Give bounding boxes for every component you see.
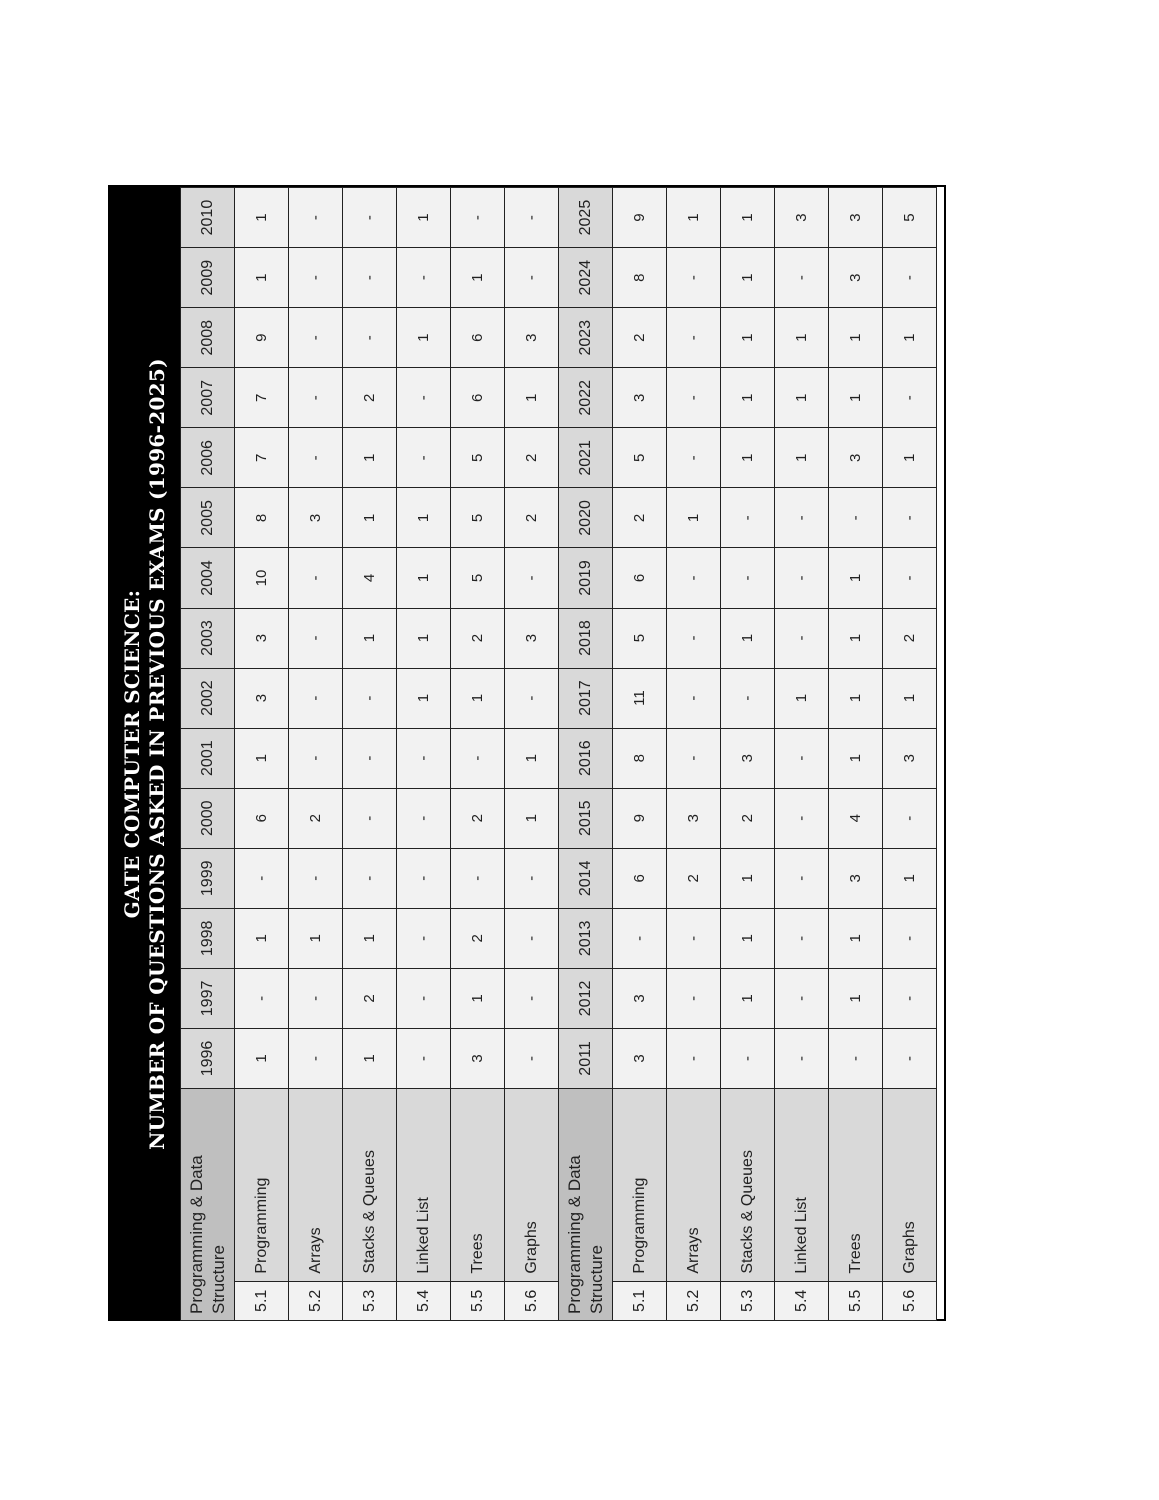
count-cell: 1 bbox=[451, 968, 505, 1028]
count-cell: 1 bbox=[829, 608, 883, 668]
count-cell: 2 bbox=[451, 608, 505, 668]
count-cell: 3 bbox=[235, 668, 289, 728]
count-cell: - bbox=[667, 668, 721, 728]
count-cell: 1 bbox=[343, 908, 397, 968]
year-cell: 2021 bbox=[559, 428, 613, 488]
count-cell: 1 bbox=[235, 1028, 289, 1088]
count-cell: 11 bbox=[613, 668, 667, 728]
count-cell: 3 bbox=[721, 728, 775, 788]
topic-name: Programming bbox=[235, 1089, 289, 1282]
count-cell: - bbox=[505, 1028, 559, 1088]
count-cell: 4 bbox=[829, 788, 883, 848]
count-cell: 3 bbox=[829, 188, 883, 248]
count-cell: 1 bbox=[883, 848, 937, 908]
count-cell: - bbox=[829, 1028, 883, 1088]
count-cell: 1 bbox=[829, 728, 883, 788]
count-cell: 1 bbox=[289, 908, 343, 968]
count-cell: - bbox=[505, 848, 559, 908]
count-cell: 2 bbox=[613, 308, 667, 368]
count-cell: 8 bbox=[613, 248, 667, 308]
count-cell: 3 bbox=[775, 188, 829, 248]
count-cell: - bbox=[775, 908, 829, 968]
year-cell: 2025 bbox=[559, 188, 613, 248]
section-header: Programming & Data Structure bbox=[181, 1089, 235, 1321]
count-cell: - bbox=[451, 728, 505, 788]
count-cell: - bbox=[775, 788, 829, 848]
count-cell: - bbox=[397, 368, 451, 428]
year-cell: 2015 bbox=[559, 788, 613, 848]
topic-number: 5.3 bbox=[343, 1281, 397, 1320]
count-cell: 2 bbox=[505, 428, 559, 488]
count-cell: 1 bbox=[721, 908, 775, 968]
count-cell: - bbox=[775, 968, 829, 1028]
count-cell: 1 bbox=[451, 668, 505, 728]
topic-name: Graphs bbox=[883, 1089, 937, 1282]
count-cell: 1 bbox=[829, 368, 883, 428]
count-cell: 6 bbox=[235, 788, 289, 848]
count-cell: - bbox=[883, 908, 937, 968]
count-cell: 1 bbox=[397, 548, 451, 608]
table-row bbox=[775, 188, 829, 1321]
count-cell: - bbox=[667, 608, 721, 668]
count-cell: - bbox=[505, 908, 559, 968]
questions-table bbox=[180, 187, 937, 1321]
count-cell: - bbox=[397, 788, 451, 848]
count-cell: - bbox=[667, 248, 721, 308]
year-cell: 2011 bbox=[559, 1028, 613, 1088]
count-cell: 5 bbox=[451, 428, 505, 488]
topic-number: 5.2 bbox=[289, 1281, 343, 1320]
count-cell: 1 bbox=[343, 428, 397, 488]
count-cell: 1 bbox=[721, 368, 775, 428]
count-cell: 1 bbox=[721, 968, 775, 1028]
topic-number: 5.4 bbox=[775, 1281, 829, 1320]
count-cell: 1 bbox=[451, 248, 505, 308]
count-cell: 1 bbox=[721, 848, 775, 908]
topic-number: 5.3 bbox=[721, 1281, 775, 1320]
topic-name: Stacks & Queues bbox=[721, 1089, 775, 1282]
count-cell: - bbox=[721, 548, 775, 608]
table-row bbox=[451, 188, 505, 1321]
count-cell: 3 bbox=[613, 1028, 667, 1088]
year-cell: 2007 bbox=[181, 368, 235, 428]
section-header: Programming & Data Structure bbox=[559, 1089, 613, 1321]
count-cell: 3 bbox=[829, 428, 883, 488]
count-cell: 6 bbox=[451, 308, 505, 368]
count-cell: 1 bbox=[883, 308, 937, 368]
count-cell: 2 bbox=[451, 788, 505, 848]
year-cell: 2001 bbox=[181, 728, 235, 788]
count-cell: 1 bbox=[397, 488, 451, 548]
year-cell: 2002 bbox=[181, 668, 235, 728]
count-cell: 3 bbox=[829, 848, 883, 908]
year-cell: 2017 bbox=[559, 668, 613, 728]
count-cell: - bbox=[397, 728, 451, 788]
topic-name: Programming bbox=[613, 1089, 667, 1282]
count-cell: - bbox=[775, 248, 829, 308]
count-cell: 2 bbox=[721, 788, 775, 848]
count-cell: 1 bbox=[721, 428, 775, 488]
year-cell: 2019 bbox=[559, 548, 613, 608]
count-cell: 1 bbox=[505, 728, 559, 788]
count-cell: 1 bbox=[505, 368, 559, 428]
count-cell: 6 bbox=[613, 548, 667, 608]
count-cell: - bbox=[667, 368, 721, 428]
count-cell: 9 bbox=[235, 308, 289, 368]
count-cell: - bbox=[289, 668, 343, 728]
count-cell: - bbox=[883, 368, 937, 428]
year-cell: 2023 bbox=[559, 308, 613, 368]
topic-name: Arrays bbox=[667, 1089, 721, 1282]
table-row bbox=[505, 188, 559, 1321]
count-cell: - bbox=[235, 848, 289, 908]
topic-name: Stacks & Queues bbox=[343, 1089, 397, 1282]
count-cell: 1 bbox=[397, 668, 451, 728]
count-cell: 3 bbox=[667, 788, 721, 848]
year-cell: 2014 bbox=[559, 848, 613, 908]
count-cell: 1 bbox=[775, 428, 829, 488]
year-cell: 2022 bbox=[559, 368, 613, 428]
topic-number: 5.6 bbox=[505, 1281, 559, 1320]
count-cell: 2 bbox=[505, 488, 559, 548]
count-cell: - bbox=[667, 428, 721, 488]
count-cell: - bbox=[343, 848, 397, 908]
count-cell: 3 bbox=[613, 368, 667, 428]
count-cell: - bbox=[505, 248, 559, 308]
year-cell: 2018 bbox=[559, 608, 613, 668]
count-cell: 1 bbox=[883, 428, 937, 488]
count-cell: 3 bbox=[505, 608, 559, 668]
topic-number: 5.4 bbox=[397, 1281, 451, 1320]
count-cell: - bbox=[451, 848, 505, 908]
table-row bbox=[829, 188, 883, 1321]
count-cell: 1 bbox=[829, 308, 883, 368]
count-cell: - bbox=[667, 968, 721, 1028]
table-row bbox=[613, 188, 667, 1321]
count-cell: 1 bbox=[829, 968, 883, 1028]
count-cell: - bbox=[343, 728, 397, 788]
count-cell: - bbox=[883, 788, 937, 848]
year-cell: 1998 bbox=[181, 908, 235, 968]
count-cell: - bbox=[775, 548, 829, 608]
count-cell: 2 bbox=[613, 488, 667, 548]
count-cell: 3 bbox=[505, 308, 559, 368]
year-cell: 2009 bbox=[181, 248, 235, 308]
table-row bbox=[397, 188, 451, 1321]
count-cell: 1 bbox=[829, 548, 883, 608]
title-line-1: GATE COMPUTER SCIENCE: bbox=[120, 589, 144, 919]
count-cell: 1 bbox=[343, 608, 397, 668]
year-cell: 1999 bbox=[181, 848, 235, 908]
table-title bbox=[110, 187, 180, 1321]
count-cell: 6 bbox=[451, 368, 505, 428]
count-cell: - bbox=[883, 968, 937, 1028]
count-cell: 1 bbox=[235, 908, 289, 968]
year-cell: 2012 bbox=[559, 968, 613, 1028]
table-row bbox=[883, 188, 937, 1321]
count-cell: - bbox=[289, 1028, 343, 1088]
count-cell: 8 bbox=[613, 728, 667, 788]
topic-name: Graphs bbox=[505, 1089, 559, 1282]
year-cell: 1996 bbox=[181, 1028, 235, 1088]
count-cell: - bbox=[721, 668, 775, 728]
count-cell: - bbox=[397, 848, 451, 908]
count-cell: 1 bbox=[721, 308, 775, 368]
count-cell: - bbox=[667, 548, 721, 608]
count-cell: 4 bbox=[343, 548, 397, 608]
count-cell: 1 bbox=[775, 308, 829, 368]
count-cell: 1 bbox=[883, 668, 937, 728]
count-cell: 5 bbox=[883, 188, 937, 248]
count-cell: - bbox=[613, 908, 667, 968]
count-cell: - bbox=[775, 608, 829, 668]
count-cell: - bbox=[289, 428, 343, 488]
count-cell: - bbox=[343, 308, 397, 368]
count-cell: 1 bbox=[829, 668, 883, 728]
count-cell: - bbox=[289, 728, 343, 788]
count-cell: - bbox=[289, 248, 343, 308]
rotated-table bbox=[110, 187, 944, 1321]
year-cell: 2016 bbox=[559, 728, 613, 788]
year-cell: 2006 bbox=[181, 428, 235, 488]
count-cell: 3 bbox=[451, 1028, 505, 1088]
count-cell: 1 bbox=[397, 308, 451, 368]
count-cell: - bbox=[667, 728, 721, 788]
count-cell: 6 bbox=[613, 848, 667, 908]
topic-number: 5.1 bbox=[613, 1281, 667, 1320]
topic-number: 5.5 bbox=[451, 1281, 505, 1320]
count-cell: - bbox=[343, 788, 397, 848]
table-row bbox=[289, 188, 343, 1321]
count-cell: - bbox=[235, 968, 289, 1028]
table-row bbox=[343, 188, 397, 1321]
count-cell: - bbox=[343, 188, 397, 248]
count-cell: 2 bbox=[667, 848, 721, 908]
year-header-row bbox=[559, 188, 613, 1321]
count-cell: - bbox=[343, 248, 397, 308]
count-cell: - bbox=[775, 488, 829, 548]
year-cell: 2004 bbox=[181, 548, 235, 608]
count-cell: 1 bbox=[721, 248, 775, 308]
count-cell: - bbox=[775, 1028, 829, 1088]
count-cell: 3 bbox=[883, 728, 937, 788]
count-cell: 3 bbox=[235, 608, 289, 668]
count-cell: 3 bbox=[289, 488, 343, 548]
count-cell: - bbox=[667, 1028, 721, 1088]
count-cell: 5 bbox=[451, 488, 505, 548]
year-cell: 2013 bbox=[559, 908, 613, 968]
count-cell: 2 bbox=[883, 608, 937, 668]
topic-name: Linked List bbox=[397, 1089, 451, 1282]
count-cell: 5 bbox=[451, 548, 505, 608]
table-row bbox=[667, 188, 721, 1321]
year-cell: 2000 bbox=[181, 788, 235, 848]
count-cell: - bbox=[883, 548, 937, 608]
count-cell: 9 bbox=[613, 788, 667, 848]
topic-number: 5.1 bbox=[235, 1281, 289, 1320]
year-header-row bbox=[181, 188, 235, 1321]
count-cell: 9 bbox=[613, 188, 667, 248]
table-row bbox=[235, 188, 289, 1321]
count-cell: 7 bbox=[235, 368, 289, 428]
count-cell: - bbox=[289, 848, 343, 908]
count-cell: - bbox=[397, 428, 451, 488]
count-cell: 2 bbox=[451, 908, 505, 968]
count-cell: 1 bbox=[235, 728, 289, 788]
year-cell: 2003 bbox=[181, 608, 235, 668]
count-cell: - bbox=[505, 188, 559, 248]
count-cell: 5 bbox=[613, 428, 667, 488]
topic-number: 5.2 bbox=[667, 1281, 721, 1320]
count-cell: - bbox=[505, 548, 559, 608]
count-cell: - bbox=[775, 728, 829, 788]
count-cell: - bbox=[289, 608, 343, 668]
count-cell: 5 bbox=[613, 608, 667, 668]
count-cell: - bbox=[721, 1028, 775, 1088]
count-cell: - bbox=[451, 188, 505, 248]
count-cell: 1 bbox=[343, 1028, 397, 1088]
count-cell: 2 bbox=[343, 368, 397, 428]
count-cell: 1 bbox=[829, 908, 883, 968]
count-cell: 1 bbox=[667, 488, 721, 548]
count-cell: - bbox=[775, 848, 829, 908]
count-cell: - bbox=[289, 188, 343, 248]
table-frame bbox=[108, 185, 946, 1321]
count-cell: 2 bbox=[343, 968, 397, 1028]
count-cell: 1 bbox=[721, 608, 775, 668]
count-cell: - bbox=[829, 488, 883, 548]
count-cell: - bbox=[343, 668, 397, 728]
count-cell: - bbox=[289, 968, 343, 1028]
count-cell: - bbox=[289, 368, 343, 428]
topic-name: Linked List bbox=[775, 1089, 829, 1282]
count-cell: - bbox=[667, 308, 721, 368]
count-cell: - bbox=[289, 308, 343, 368]
year-cell: 2005 bbox=[181, 488, 235, 548]
count-cell: 8 bbox=[235, 488, 289, 548]
title-line-2: NUMBER OF QUESTIONS ASKED IN PREVIOUS EXAMS (1996-2025) bbox=[145, 358, 169, 1150]
topic-name: Arrays bbox=[289, 1089, 343, 1282]
count-cell: - bbox=[883, 1028, 937, 1088]
count-cell: - bbox=[505, 968, 559, 1028]
year-cell: 2024 bbox=[559, 248, 613, 308]
count-cell: 1 bbox=[397, 608, 451, 668]
count-cell: 1 bbox=[343, 488, 397, 548]
year-cell: 2020 bbox=[559, 488, 613, 548]
count-cell: - bbox=[397, 968, 451, 1028]
count-cell: 1 bbox=[775, 368, 829, 428]
count-cell: 1 bbox=[397, 188, 451, 248]
count-cell: 1 bbox=[775, 668, 829, 728]
count-cell: 10 bbox=[235, 548, 289, 608]
topic-name: Trees bbox=[829, 1089, 883, 1282]
count-cell: - bbox=[397, 248, 451, 308]
table-row bbox=[721, 188, 775, 1321]
count-cell: 1 bbox=[235, 188, 289, 248]
count-cell: 3 bbox=[613, 968, 667, 1028]
topic-name: Trees bbox=[451, 1089, 505, 1282]
count-cell: - bbox=[505, 668, 559, 728]
count-cell: - bbox=[397, 908, 451, 968]
count-cell: 7 bbox=[235, 428, 289, 488]
topic-number: 5.5 bbox=[829, 1281, 883, 1320]
year-cell: 1997 bbox=[181, 968, 235, 1028]
count-cell: - bbox=[883, 248, 937, 308]
count-cell: - bbox=[397, 1028, 451, 1088]
count-cell: 1 bbox=[721, 188, 775, 248]
count-cell: 1 bbox=[505, 788, 559, 848]
count-cell: - bbox=[883, 488, 937, 548]
count-cell: 1 bbox=[235, 248, 289, 308]
year-cell: 2010 bbox=[181, 188, 235, 248]
count-cell: - bbox=[721, 488, 775, 548]
count-cell: 2 bbox=[289, 788, 343, 848]
topic-number: 5.6 bbox=[883, 1281, 937, 1320]
count-cell: 3 bbox=[829, 248, 883, 308]
year-cell: 2008 bbox=[181, 308, 235, 368]
count-cell: - bbox=[667, 908, 721, 968]
count-cell: - bbox=[289, 548, 343, 608]
count-cell: 1 bbox=[667, 188, 721, 248]
